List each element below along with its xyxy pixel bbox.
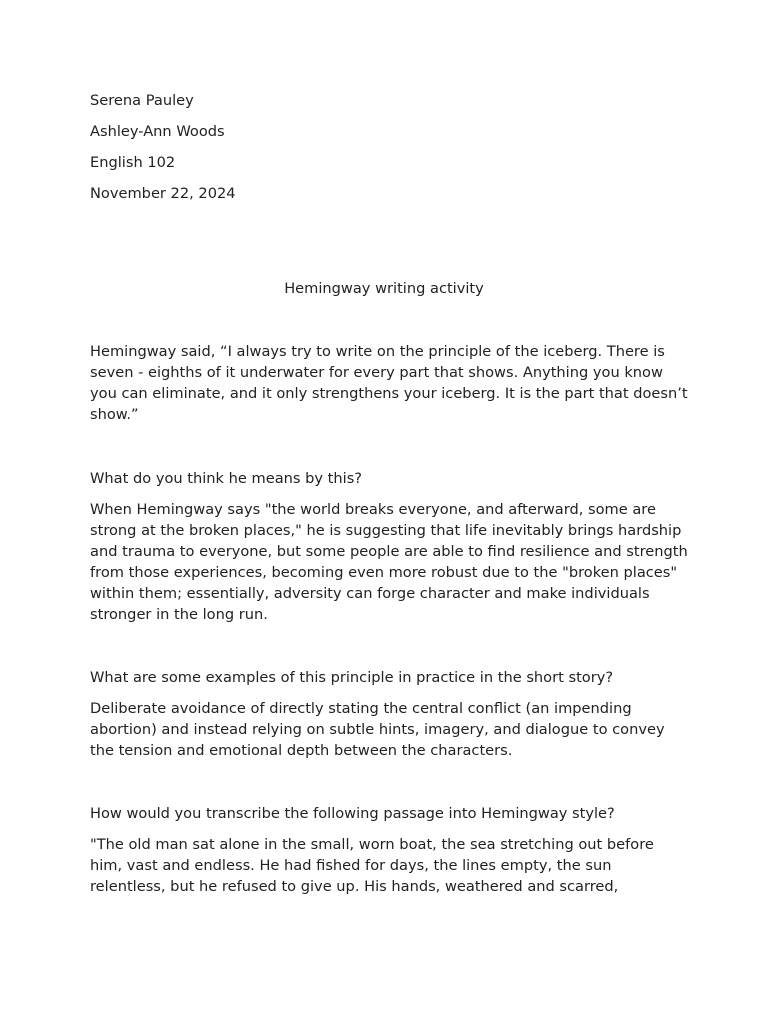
question-2: What are some examples of this principle in practice in the short story? (90, 669, 614, 686)
answer-1: When Hemingway says "the world breaks everyone, and afterward, some are strong at the broken places," he is suggesting that life inevitably brings hardship and trauma to everyone, but some people are able to find resilience and strength from those experiences, becoming even more robust due to the "broken places" within them; essentially, adversity can forge character and make individuals stronger in the long run. (90, 501, 688, 623)
heading-block (90, 91, 690, 215)
answer-3: "The old man sat alone in the small, worn boat, the sea stretching out before him, vast and endless. He had fished for days, the lines empty, the sun relentless, but he refused to give up. His hands, weathered and scarred, (90, 836, 654, 895)
document-body (90, 341, 690, 939)
course-name: English 102 (90, 154, 176, 171)
document-title: Hemingway writing activity (284, 280, 484, 297)
question-1: What do you think he means by this? (90, 470, 363, 487)
document-date: November 22, 2024 (90, 185, 236, 202)
iceberg-quote: Hemingway said, “I always try to write on the principle of the iceberg. There is seven - eighths of it underwater for every part that shows. Anything you know you can eliminate, and it only strengthens your iceberg. It is the part that doesn’t show.” (90, 343, 688, 423)
instructor-name: Ashley-Ann Woods (90, 123, 225, 140)
student-name: Serena Pauley (90, 92, 194, 109)
question-3: How would you transcribe the following passage into Hemingway style? (90, 805, 615, 822)
answer-2: Deliberate avoidance of directly stating the central conflict (an impending abortion) and instead relying on subtle hints, imagery, and dialogue to convey the tension and emotional depth between the characters. (90, 700, 665, 759)
